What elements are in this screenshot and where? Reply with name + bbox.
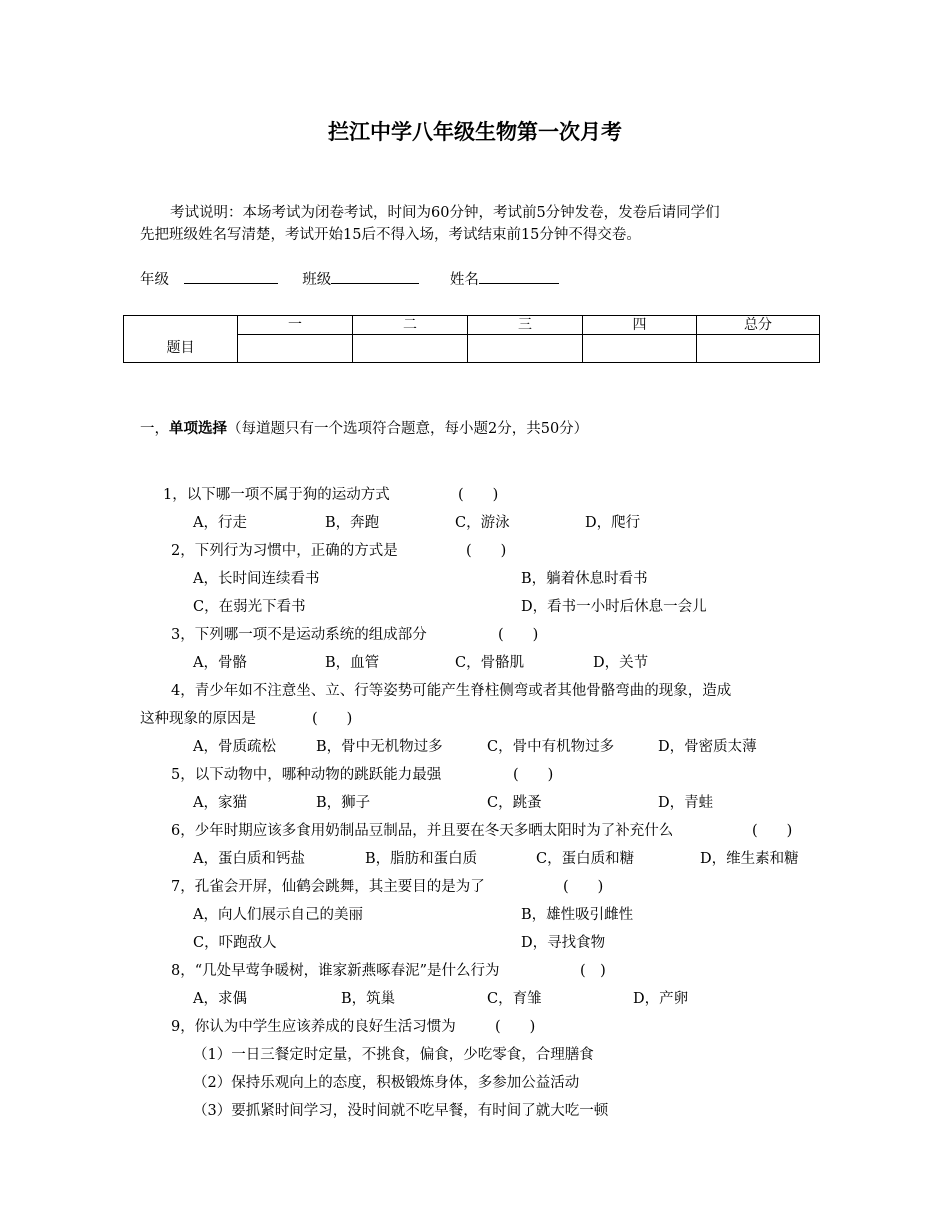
q3-option-c[interactable]: C，骨骼肌 <box>455 655 525 671</box>
question-6-stem: 6，少年时期应该多食用奶制品豆制品，并且要在冬天多晒太阳时为了补充什么 <box>171 823 674 839</box>
question-3-stem: 3，下列哪一项不是运动系统的组成部分 <box>171 627 427 643</box>
score-cell-4[interactable] <box>583 335 697 363</box>
question-4-stem: 4，青少年如不注意坐、立、行等姿势可能产生脊柱侧弯或者其他骨骼弯曲的现象，造成 <box>171 683 732 699</box>
q9-item-2: （2）保持乐观向上的态度，积极锻炼身体，多参加公益活动 <box>193 1075 580 1091</box>
q9-item-3: （3）要抓紧时间学习，没时间就不吃早餐，有时间了就大吃一顿 <box>193 1103 609 1119</box>
score-cell-2[interactable] <box>353 335 468 363</box>
score-cell-1[interactable] <box>238 335 353 363</box>
question-4-stem-cont: 这种现象的原因是 <box>140 711 256 727</box>
q1-option-d[interactable]: D，爬行 <box>585 515 641 531</box>
q2-option-a[interactable]: A，长时间连续看书 <box>193 571 320 587</box>
q7-option-b[interactable]: B，雄性吸引雌性 <box>521 907 634 923</box>
q7-option-a[interactable]: A，向人们展示自己的美丽 <box>193 907 363 923</box>
q5-option-a[interactable]: A，家猫 <box>193 795 247 811</box>
q5-option-d[interactable]: D，青蛙 <box>658 795 714 811</box>
score-cell-total[interactable] <box>697 335 820 363</box>
q1-option-a[interactable]: A，行走 <box>193 515 247 531</box>
score-header-total: 总分 <box>697 316 820 335</box>
score-cell-3[interactable] <box>468 335 583 363</box>
question-1-paren: ( ) <box>458 487 499 503</box>
question-8-paren: ( ) <box>580 963 606 979</box>
q2-option-c[interactable]: C，在弱光下看书 <box>193 599 306 615</box>
q4-option-a[interactable]: A，骨质疏松 <box>193 739 276 755</box>
score-header-2: 二 <box>353 316 468 335</box>
q8-option-c[interactable]: C，育雏 <box>487 991 542 1007</box>
question-9-stem: 9，你认为中学生应该养成的良好生活习惯为 <box>171 1019 456 1035</box>
q4-option-d[interactable]: D，骨密质太薄 <box>658 739 757 755</box>
notice-line-2: 先把班级姓名写清楚，考试开始15后不得入场，考试结束前15分钟不得交卷。 <box>140 227 641 243</box>
notice-line-1: 考试说明：本场考试为闭卷考试，时间为60分钟，考试前5分钟发卷，发卷后请同学们 <box>170 205 720 221</box>
q3-option-a[interactable]: A，骨骼 <box>193 655 247 671</box>
q6-option-a[interactable]: A，蛋白质和钙盐 <box>193 851 305 867</box>
q6-option-c[interactable]: C，蛋白质和糖 <box>536 851 635 867</box>
name-blank[interactable] <box>479 269 559 284</box>
name-label: 姓名 <box>449 272 479 288</box>
student-info-row <box>140 268 559 289</box>
q8-option-a[interactable]: A，求偶 <box>193 991 247 1007</box>
question-7-stem: 7，孔雀会开屏，仙鹤会跳舞，其主要目的是为了 <box>171 879 485 895</box>
question-7-paren: ( ) <box>563 879 604 895</box>
section-1-desc: （每道题只有一个选项符合题意，每小题2分，共50分） <box>227 421 589 437</box>
q7-option-c[interactable]: C，吓跑敌人 <box>193 935 277 951</box>
question-6-paren: ( ) <box>752 823 793 839</box>
score-header-4: 四 <box>583 316 697 335</box>
question-5-stem: 5，以下动物中，哪种动物的跳跃能力最强 <box>171 767 442 783</box>
exam-title: 拦江中学八年级生物第一次月考 <box>328 120 622 144</box>
q4-option-c[interactable]: C，骨中有机物过多 <box>487 739 615 755</box>
question-9-paren: ( ) <box>495 1019 536 1035</box>
q2-option-b[interactable]: B，躺着休息时看书 <box>521 571 648 587</box>
question-2-paren: ( ) <box>466 543 507 559</box>
q8-option-b[interactable]: B，筑巢 <box>341 991 396 1007</box>
q5-option-c[interactable]: C，跳蚤 <box>487 795 542 811</box>
q5-option-b[interactable]: B，狮子 <box>316 795 371 811</box>
section-1-prefix: 一， <box>140 421 169 437</box>
q8-option-d[interactable]: D，产卵 <box>633 991 689 1007</box>
class-blank[interactable] <box>331 269 419 284</box>
score-table <box>123 315 820 363</box>
q7-option-d[interactable]: D，寻找食物 <box>521 935 606 951</box>
question-4-paren: ( ) <box>312 711 353 727</box>
question-3-paren: ( ) <box>498 627 539 643</box>
question-8-stem: 8，“几处早莺争暖树，谁家新燕啄春泥”是什么行为 <box>171 963 500 979</box>
section-1-title: 单项选择 <box>169 421 227 437</box>
score-header-3: 三 <box>468 316 583 335</box>
grade-label: 年级 <box>140 272 169 288</box>
q1-option-b[interactable]: B，奔跑 <box>325 515 380 531</box>
class-label: 班级 <box>302 272 332 288</box>
question-5-paren: ( ) <box>513 767 554 783</box>
q4-option-b[interactable]: B，骨中无机物过多 <box>316 739 443 755</box>
question-1-stem: 1，以下哪一项不属于狗的运动方式 <box>163 487 390 503</box>
score-row-label: 题目 <box>124 316 238 363</box>
section-1-heading <box>140 417 588 438</box>
q6-option-b[interactable]: B，脂肪和蛋白质 <box>365 851 478 867</box>
score-header-1: 一 <box>238 316 353 335</box>
q9-item-1: （1）一日三餐定时定量，不挑食，偏食，少吃零食，合理膳食 <box>193 1047 594 1063</box>
grade-blank[interactable] <box>184 269 278 284</box>
q3-option-b[interactable]: B，血管 <box>325 655 380 671</box>
q1-option-c[interactable]: C，游泳 <box>455 515 510 531</box>
q2-option-d[interactable]: D，看书一小时后休息一会儿 <box>521 599 707 615</box>
q3-option-d[interactable]: D，关节 <box>593 655 649 671</box>
exam-notice <box>140 202 820 246</box>
q6-option-d[interactable]: D，维生素和糖 <box>700 851 799 867</box>
question-2-stem: 2，下列行为习惯中，正确的方式是 <box>171 543 398 559</box>
